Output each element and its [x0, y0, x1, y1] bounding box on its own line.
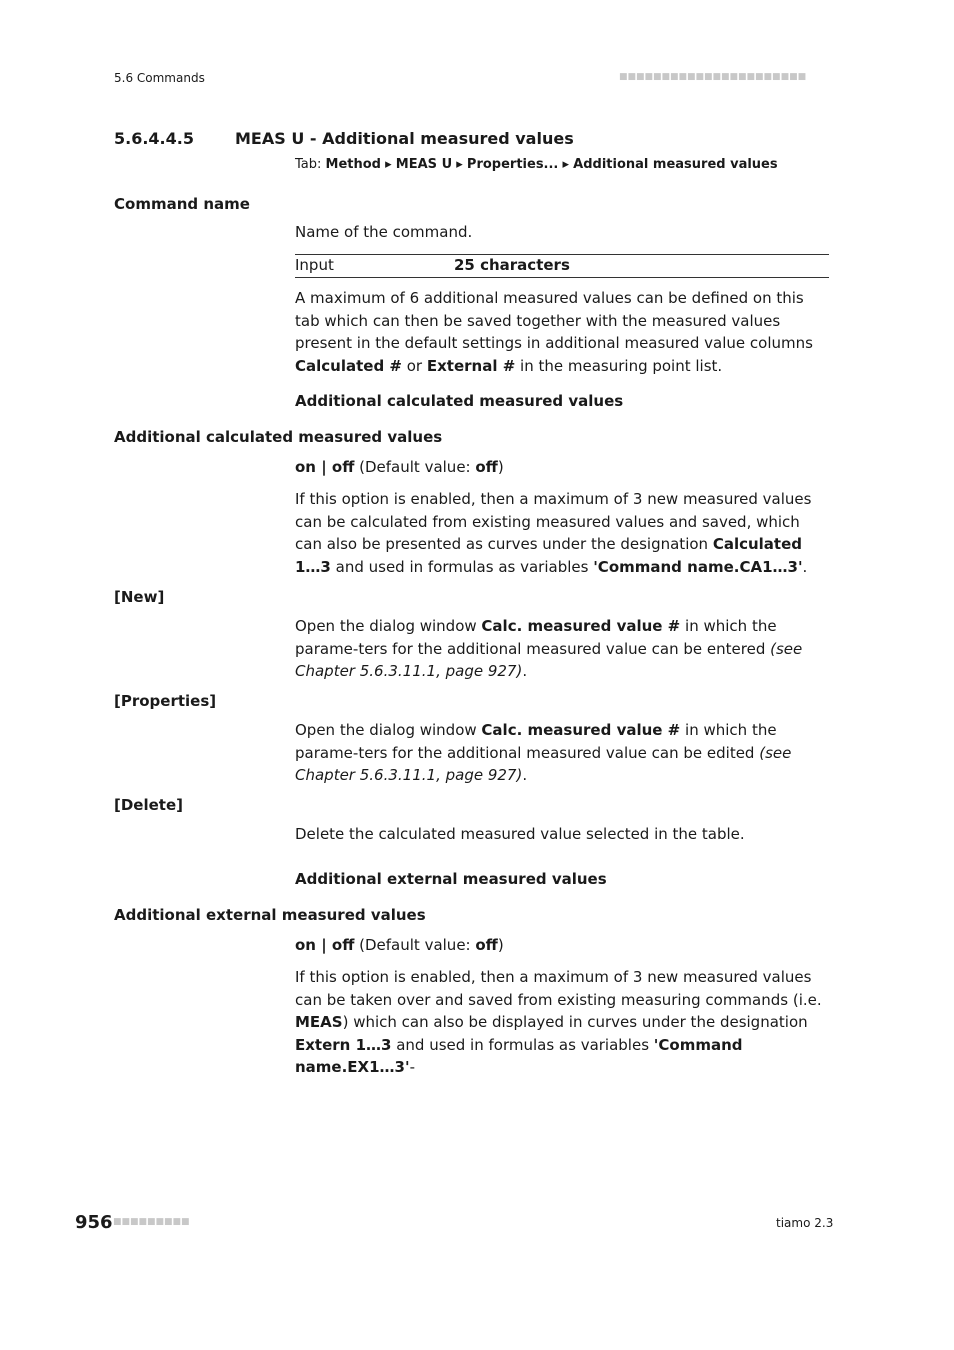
- calc-onoff-line: [295, 456, 829, 479]
- bold-text: Calc. measured value #: [481, 721, 681, 739]
- running-header-section: 5.6 Commands: [114, 71, 205, 85]
- properties-paragraph: [295, 719, 829, 787]
- input-spec-value: 25 characters: [454, 256, 570, 274]
- text: .: [802, 557, 808, 576]
- text: ): [497, 458, 504, 476]
- tab-path-sep: ▸: [381, 157, 396, 172]
- tab-path-sep: ▸: [452, 157, 467, 172]
- bold-text: Calculated #: [295, 356, 402, 375]
- tab-path-additional: Additional measured values: [573, 157, 778, 172]
- command-name-paragraph: [295, 287, 829, 377]
- text: and used in formulas as variables: [330, 557, 594, 576]
- ext-paragraph: [295, 966, 829, 1079]
- tab-path-properties: Properties...: [466, 157, 559, 172]
- text: in which the parame-ters for the additional measured value can be edited: [295, 721, 777, 762]
- text: (Default value:: [354, 458, 476, 476]
- page-number: 956: [75, 1212, 113, 1233]
- new-paragraph: [295, 615, 829, 683]
- bold-text: External #: [426, 356, 516, 375]
- new-label: [New]: [114, 588, 165, 606]
- onoff-values: on | off: [295, 936, 355, 954]
- ext-subheading: Additional external measured values: [295, 870, 607, 888]
- text: and used in formulas as variables: [391, 1035, 654, 1054]
- text: ) which can also be displayed in curves under the designation: [342, 1013, 808, 1031]
- onoff-values: on | off: [295, 458, 355, 476]
- command-name-desc: Name of the command.: [295, 223, 473, 241]
- chapter-ref: (see Chapter 5.6.3.11.1, page 927): [295, 743, 792, 784]
- delete-desc: Delete the calculated measured value selected in the table.: [295, 825, 745, 843]
- bold-text: 'Command name.CA1…3': [593, 557, 803, 576]
- properties-label: [Properties]: [114, 692, 217, 710]
- product-version: tiamo 2.3: [776, 1216, 834, 1230]
- bold-text: Calculated 1…3: [295, 535, 802, 576]
- text: A maximum of 6 additional measured values can be defined on this tab which can then be saved together with the measured values present in the default settings in additional measured value columns: [295, 289, 813, 352]
- input-spec-key: Input: [295, 256, 334, 274]
- section-title: MEAS U - Additional measured values: [235, 129, 574, 148]
- tab-path-method: Method: [325, 157, 381, 172]
- text: .: [522, 662, 528, 680]
- bold-text: 'Command name.EX1…3': [295, 1035, 743, 1076]
- default-value: off: [475, 458, 498, 476]
- tab-path-meas-u: MEAS U: [395, 157, 453, 172]
- calc-subheading: Additional calculated measured values: [295, 392, 624, 410]
- chapter-ref: (see Chapter 5.6.3.11.1, page 927): [295, 639, 803, 680]
- footer-dot-bar: ■■■■■■■■■: [113, 1217, 190, 1227]
- calc-label: Additional calculated measured values: [114, 428, 443, 446]
- text: Open the dialog window: [295, 617, 482, 635]
- ext-onoff-line: [295, 934, 829, 957]
- text: ): [497, 936, 504, 954]
- text: in which the parame-ters for the additional measured value can be entered: [295, 617, 777, 658]
- ext-label: Additional external measured values: [114, 906, 426, 924]
- bold-text: Extern 1…3: [295, 1035, 392, 1054]
- section-number: 5.6.4.4.5: [114, 129, 194, 148]
- tab-path: [295, 157, 778, 172]
- bold-text: Calc. measured value #: [481, 617, 681, 635]
- calc-paragraph: [295, 488, 829, 578]
- bold-text: MEAS: [295, 1013, 343, 1031]
- text: If this option is enabled, then a maximum of 3 new measured values can be taken over and saved from existing measuring commands (i.e.: [295, 968, 822, 1009]
- text: Open the dialog window: [295, 721, 482, 739]
- input-spec-table: [295, 254, 829, 278]
- text: (Default value:: [354, 936, 476, 954]
- text: .: [522, 766, 528, 784]
- text: If this option is enabled, then a maximum of 3 new measured values can be calculated from existing measured values and saved, which can also be presented as curves under the designation: [295, 490, 812, 553]
- text: or: [401, 356, 427, 375]
- text: -: [409, 1058, 416, 1076]
- command-name-label: Command name: [114, 195, 250, 213]
- default-value: off: [475, 936, 498, 954]
- header-dot-bar: ■■■■■■■■■■■■■■■■■■■■■■: [619, 72, 807, 82]
- text: in the measuring point list.: [515, 356, 723, 375]
- delete-label: [Delete]: [114, 796, 183, 814]
- tab-path-prefix: Tab:: [295, 157, 326, 172]
- tab-path-sep: ▸: [558, 157, 574, 172]
